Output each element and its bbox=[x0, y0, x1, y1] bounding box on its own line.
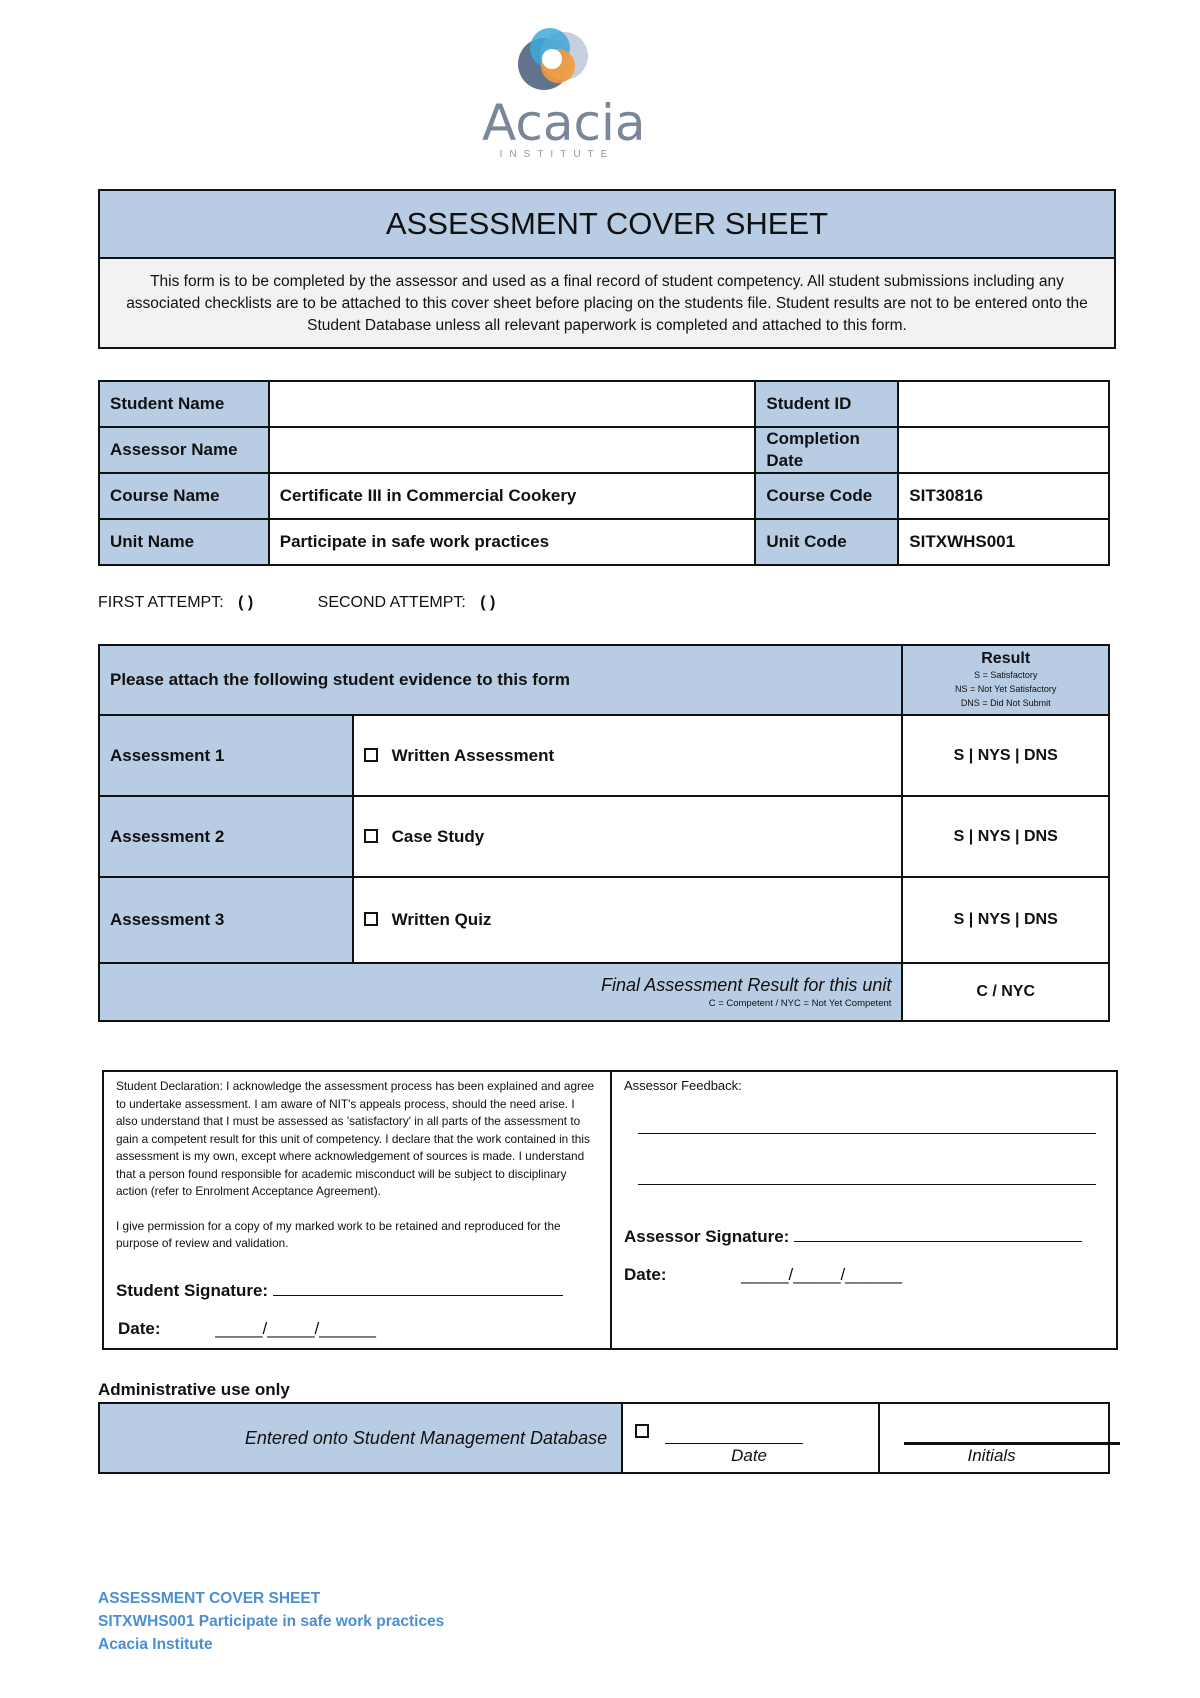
evidence-heading: Please attach the following student evidence to this form bbox=[99, 645, 902, 715]
logo-rings-icon bbox=[482, 26, 632, 96]
final-result-legend: C = Competent / NYC = Not Yet Competent bbox=[708, 998, 892, 1009]
declaration-text: Student Declaration: I acknowledge the assessment process has been explained and agree to undertake assessment. I am aware of NIT's appeals process, should the need arise. I also understand that I must be assessed as 'satisfactory' in all parts of the assessment to gain a competent result for this unit of competency. I declare that the work contained in this assessment is my own, except where acknowledgement of sources is made. I understand that a person found responsible for academic misconduct will be subject to disciplinary action (refer to Enrolment Acceptance Agreement). bbox=[116, 1079, 595, 1198]
second-attempt-label: SECOND ATTEMPT: bbox=[317, 594, 466, 611]
completion-date-label: Completion Date bbox=[755, 427, 898, 473]
assessor-name-field[interactable] bbox=[269, 427, 756, 473]
first-attempt-label: FIRST ATTEMPT: bbox=[98, 594, 224, 611]
admin-table bbox=[98, 1402, 1110, 1474]
table-row bbox=[99, 715, 1109, 796]
assessor-feedback-label: Assessor Feedback: bbox=[624, 1078, 742, 1093]
student-signature-label: Student Signature: bbox=[116, 1281, 269, 1300]
logo-subtitle: INSTITUTE bbox=[499, 149, 615, 160]
final-result-label-cell bbox=[99, 963, 902, 1021]
assessment-label: Assessment 1 bbox=[99, 715, 353, 796]
student-signature-line bbox=[116, 1282, 563, 1300]
feedback-line[interactable] bbox=[638, 1184, 1096, 1185]
final-result-label: Final Assessment Result for this unit bbox=[600, 975, 892, 995]
result-options[interactable]: S | NYS | DNS bbox=[902, 796, 1109, 877]
unit-code-label: Unit Code bbox=[755, 519, 898, 565]
assessor-date-field[interactable]: _____/_____/______ bbox=[741, 1265, 902, 1284]
cover-sheet-header bbox=[98, 189, 1116, 349]
student-declaration bbox=[104, 1072, 612, 1348]
assessor-signature-label: Assessor Signature: bbox=[624, 1227, 790, 1246]
admin-date-field[interactable] bbox=[665, 1443, 803, 1444]
result-legend-s: S = Satisfactory bbox=[974, 670, 1038, 680]
evidence-item: Written Assessment bbox=[391, 745, 555, 765]
second-attempt-radio-icon[interactable]: ( ) bbox=[480, 594, 496, 611]
checkbox-icon[interactable] bbox=[364, 829, 378, 843]
table-row bbox=[99, 796, 1109, 877]
admin-section-title: Administrative use only bbox=[98, 1380, 290, 1399]
assessor-name-label: Assessor Name bbox=[99, 427, 269, 473]
first-attempt-radio-icon[interactable]: ( ) bbox=[238, 594, 254, 611]
assessor-feedback-section bbox=[612, 1072, 1116, 1348]
student-info-table bbox=[98, 380, 1110, 566]
table-row bbox=[99, 519, 1109, 565]
table-row bbox=[99, 877, 1109, 963]
initials-field[interactable] bbox=[904, 1442, 1120, 1445]
table-row bbox=[99, 427, 1109, 473]
result-options[interactable]: S | NYS | DNS bbox=[902, 877, 1109, 963]
course-name-value: Certificate III in Commercial Cookery bbox=[269, 473, 756, 519]
database-entry-label: Entered onto Student Management Database bbox=[99, 1403, 622, 1473]
table-row bbox=[99, 645, 1109, 715]
feedback-line[interactable] bbox=[638, 1133, 1096, 1134]
student-name-field[interactable] bbox=[269, 381, 756, 427]
page-title: ASSESSMENT COVER SHEET bbox=[100, 191, 1114, 259]
footer-title: ASSESSMENT COVER SHEET bbox=[98, 1590, 321, 1607]
student-signature-field[interactable] bbox=[273, 1295, 563, 1296]
footer-institute: Acacia Institute bbox=[98, 1636, 213, 1653]
page-footer bbox=[98, 1587, 444, 1656]
acacia-logo bbox=[482, 26, 646, 166]
evidence-item: Written Quiz bbox=[391, 910, 492, 929]
table-row bbox=[99, 473, 1109, 519]
admin-initials-cell bbox=[879, 1403, 1110, 1473]
assessor-signature-field[interactable] bbox=[794, 1241, 1082, 1242]
result-header bbox=[902, 645, 1109, 715]
result-title: Result bbox=[981, 650, 1031, 667]
student-id-label: Student ID bbox=[755, 381, 898, 427]
result-legend-ns: NS = Not Yet Satisfactory bbox=[955, 684, 1057, 694]
evidence-item: Case Study bbox=[391, 826, 485, 846]
student-date-field[interactable]: _____/_____/______ bbox=[215, 1319, 376, 1338]
unit-name-label: Unit Name bbox=[99, 519, 269, 565]
student-name-label: Student Name bbox=[99, 381, 269, 427]
course-code-value: SIT30816 bbox=[898, 473, 1109, 519]
result-legend-dns: DNS = Did Not Submit bbox=[960, 698, 1051, 708]
checkbox-icon[interactable] bbox=[635, 1424, 649, 1438]
assessment-label: Assessment 2 bbox=[99, 796, 353, 877]
unit-code-value: SITXWHS001 bbox=[898, 519, 1109, 565]
checkbox-icon[interactable] bbox=[364, 748, 378, 762]
course-code-label: Course Code bbox=[755, 473, 898, 519]
assessor-signature-line bbox=[624, 1227, 1082, 1247]
evidence-table bbox=[98, 644, 1110, 1022]
form-instructions: This form is to be completed by the assessor and used as a final record of student competency. All student submissions including any associated checklists are to be attached to this cover sheet before placing on the students file. Student results are not to be entered onto the Student Database unless all relevant paperwork is completed and attached to this form. bbox=[100, 259, 1114, 347]
assessment-label: Assessment 3 bbox=[99, 877, 353, 963]
assessor-date-line bbox=[624, 1265, 902, 1285]
student-date-label: Date: bbox=[118, 1319, 161, 1338]
student-id-field[interactable] bbox=[898, 381, 1109, 427]
result-options[interactable]: S | NYS | DNS bbox=[902, 715, 1109, 796]
declaration-section bbox=[102, 1070, 1118, 1350]
admin-date-cell bbox=[622, 1403, 878, 1473]
attempt-selector bbox=[98, 594, 495, 612]
assessor-date-label: Date: bbox=[624, 1265, 667, 1284]
completion-date-field[interactable] bbox=[898, 427, 1109, 473]
course-name-label: Course Name bbox=[99, 473, 269, 519]
date-caption: Date bbox=[731, 1446, 768, 1465]
table-row bbox=[99, 963, 1109, 1021]
unit-name-value: Participate in safe work practices bbox=[269, 519, 756, 565]
table-row bbox=[99, 1403, 1109, 1473]
permission-text: I give permission for a copy of my marked work to be retained and reproduced for the purpose of review and validation. bbox=[116, 1218, 561, 1250]
final-result-options[interactable]: C / NYC bbox=[902, 963, 1109, 1021]
student-date-line bbox=[118, 1320, 376, 1338]
initials-caption: Initials bbox=[967, 1446, 1016, 1465]
table-row bbox=[99, 381, 1109, 427]
logo-wordmark: Acacia bbox=[482, 94, 646, 152]
checkbox-icon[interactable] bbox=[364, 912, 378, 926]
footer-unit: SITXWHS001 Participate in safe work practices bbox=[98, 1613, 445, 1630]
